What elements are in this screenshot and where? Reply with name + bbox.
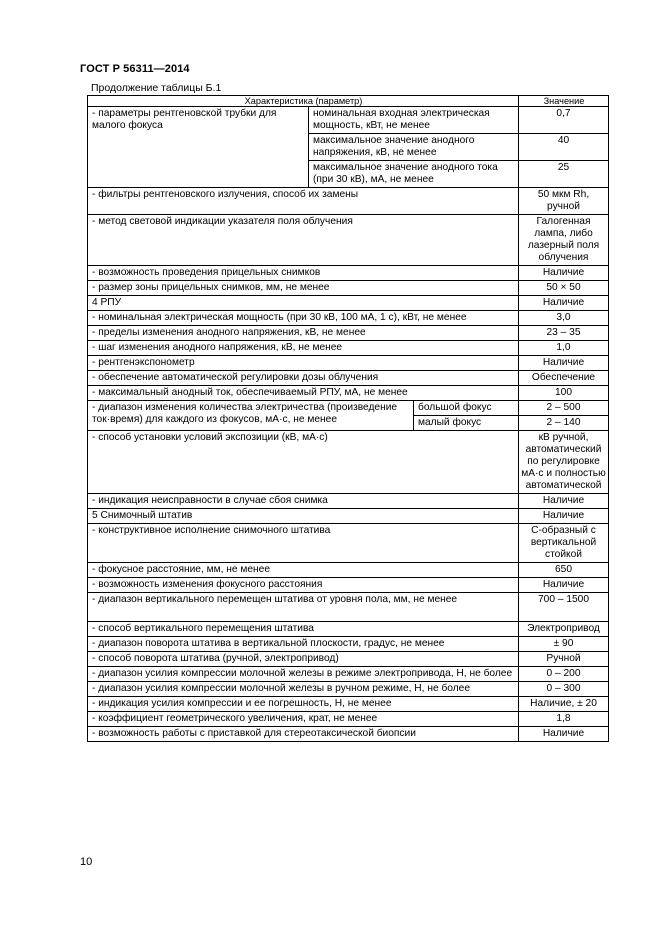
row-value: Галогенная лампа, либо лазерный поля облучения (519, 215, 609, 266)
table-row (88, 667, 609, 682)
table-row (88, 311, 609, 326)
sub-label: максимальное значение анодного тока (при 30 кВ), мА, не менее (309, 161, 519, 188)
row-label: - фокусное расстояние, мм, не менее (88, 563, 519, 578)
row-value: 1,0 (519, 341, 609, 356)
row-value: 23 – 35 (519, 326, 609, 341)
row-label: - способ установки условий экспозиции (кВ, мА·с) (88, 431, 519, 494)
row-label: - возможность изменения фокусного расстояния (88, 578, 519, 593)
table-row (88, 341, 609, 356)
row-label: - номинальная электрическая мощность (при 30 кВ, 100 мА, 1 с), кВт, не менее (88, 311, 519, 326)
table-header-row (88, 96, 609, 107)
table-row (88, 431, 609, 494)
table-row (88, 563, 609, 578)
row-value: 2 – 140 (519, 416, 609, 431)
row-label: - шаг изменения анодного напряжения, кВ, не менее (88, 341, 519, 356)
row-value: 2 – 500 (519, 401, 609, 416)
row-value: 700 – 1500 (519, 593, 609, 622)
row-value: 40 (519, 134, 609, 161)
table-row (88, 215, 609, 266)
row-value: 1,8 (519, 712, 609, 727)
row-value: 3,0 (519, 311, 609, 326)
row-value: Наличие (519, 356, 609, 371)
row-value: Наличие (519, 296, 609, 311)
sub-label: номинальная входная электрическая мощность, кВт, не менее (309, 107, 519, 134)
sub-label: максимальное значение анодного напряжения, кВ, не менее (309, 134, 519, 161)
row-label: - диапазон вертикального перемещен штатива от уровня пола, мм, не менее (88, 593, 519, 622)
table-row (88, 727, 609, 742)
table-row (88, 326, 609, 341)
row-label: - возможность проведения прицельных снимков (88, 266, 519, 281)
table-row (88, 401, 609, 416)
row-value: кВ ручной, автоматический по регулировке мА·с и полностью автоматической (519, 431, 609, 494)
table-row (88, 494, 609, 509)
table-row (88, 188, 609, 215)
row-label: - диапазон изменения количества электричества (произведение ток·время) для каждого из фокусов, мА·с, не менее (88, 401, 414, 431)
table-row (88, 578, 609, 593)
row-value: Электропривод (519, 622, 609, 637)
table-row (88, 637, 609, 652)
row-value: Наличие (519, 266, 609, 281)
row-label: - параметры рентгеновской трубки для малого фокуса (88, 107, 309, 188)
row-label: 5 Снимочный штатив (88, 509, 519, 524)
row-value: 0,7 (519, 107, 609, 134)
row-value: Наличие (519, 578, 609, 593)
row-value: Обеспечение (519, 371, 609, 386)
row-label: - размер зоны прицельных снимков, мм, не менее (88, 281, 519, 296)
table-row (88, 107, 609, 134)
row-label: - фильтры рентгеновского излучения, способ их замены (88, 188, 519, 215)
page-number: 10 (80, 856, 93, 868)
table-caption: Продолжение таблицы Б.1 (91, 82, 222, 94)
row-label: 4 РПУ (88, 296, 519, 311)
row-label: - возможность работы с приставкой для стереотаксической биопсии (88, 727, 519, 742)
row-value: Наличие (519, 494, 609, 509)
spec-table (87, 95, 609, 742)
table-row (88, 697, 609, 712)
table-row (88, 386, 609, 401)
sub-label: малый фокус (414, 416, 519, 431)
row-label: - диапазон усилия компрессии молочной железы в ручном режиме, Н, не более (88, 682, 519, 697)
row-value: С-образный с вертикальной стойкой (519, 524, 609, 563)
row-label: - индикация неисправности в случае сбоя снимка (88, 494, 519, 509)
table-row (88, 281, 609, 296)
table-row (88, 266, 609, 281)
table-row (88, 371, 609, 386)
row-label: - коэффициент геометрического увеличения, крат, не менее (88, 712, 519, 727)
row-value: 25 (519, 161, 609, 188)
row-label: - диапазон поворота штатива в вертикальной плоскости, градус, не менее (88, 637, 519, 652)
row-value: Наличие (519, 509, 609, 524)
table-row (88, 712, 609, 727)
row-label: - обеспечение автоматической регулировки дозы облучения (88, 371, 519, 386)
table-row (88, 593, 609, 622)
row-value: 650 (519, 563, 609, 578)
row-value: Наличие, ± 20 (519, 697, 609, 712)
row-value: 100 (519, 386, 609, 401)
row-value: Ручной (519, 652, 609, 667)
table-row (88, 682, 609, 697)
sub-label: большой фокус (414, 401, 519, 416)
row-label: - индикация усилия компрессии и ее погрешность, Н, не менее (88, 697, 519, 712)
header-characteristic: Характеристика (параметр) (88, 96, 519, 107)
row-label: - метод световой индикации указателя поля облучения (88, 215, 519, 266)
row-value: Наличие (519, 727, 609, 742)
table-row (88, 356, 609, 371)
row-value: ± 90 (519, 637, 609, 652)
row-label: - максимальный анодный ток, обеспечиваемый РПУ, мА, не менее (88, 386, 519, 401)
row-value: 50 мкм Rh, ручной (519, 188, 609, 215)
document-code: ГОСТ Р 56311—2014 (80, 63, 190, 75)
row-label: - способ поворота штатива (ручной, электропривод) (88, 652, 519, 667)
table-row (88, 652, 609, 667)
row-label: - конструктивное исполнение снимочного штатива (88, 524, 519, 563)
row-label: - способ вертикального перемещения штатива (88, 622, 519, 637)
row-value: 0 – 200 (519, 667, 609, 682)
row-label: - рентгенэкспонометр (88, 356, 519, 371)
header-value: Значение (519, 96, 609, 107)
row-label: - диапазон усилия компрессии молочной железы в режиме электропривода, Н, не более (88, 667, 519, 682)
table-row (88, 524, 609, 563)
row-label: - пределы изменения анодного напряжения, кВ, не менее (88, 326, 519, 341)
table-row (88, 296, 609, 311)
table-row (88, 509, 609, 524)
row-value: 0 – 300 (519, 682, 609, 697)
row-value: 50 × 50 (519, 281, 609, 296)
table-row (88, 622, 609, 637)
